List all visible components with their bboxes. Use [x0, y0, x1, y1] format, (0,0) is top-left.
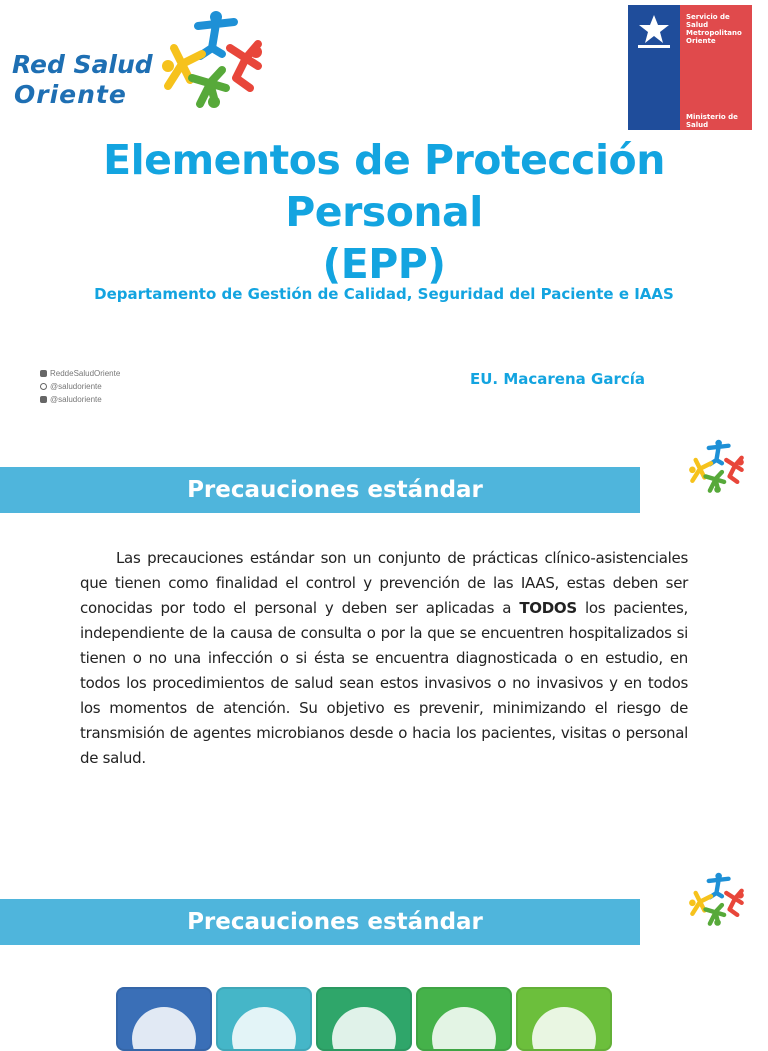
small-people-logo-icon-1: [688, 438, 746, 494]
title-line2: (EPP): [322, 240, 446, 288]
title-line1: Elementos de Protección Personal: [103, 136, 665, 236]
section-heading-2: Precauciones estándar: [187, 909, 483, 935]
red-salud-people-logo-icon: [160, 8, 266, 110]
mask-icon: [316, 987, 412, 1051]
twitter-handle: @saludoriente: [50, 395, 102, 404]
section-heading-1: Precauciones estándar: [187, 477, 483, 503]
facebook-icon: [40, 370, 47, 377]
body-text-before: Las precauciones estándar son un conjunto de prácticas clínico-asistenciales que tienen como finalidad el control y prevención de las IAAS, estas deben ser conocidas por todo el personal y deben ser aplicadas a: [80, 549, 688, 617]
waste-icon: [516, 987, 612, 1051]
hand-hygiene-icon: [116, 987, 212, 1051]
author-name: EU. Macarena García: [470, 370, 645, 388]
section-1-body: [80, 546, 688, 771]
social-links: [40, 367, 120, 406]
body-text-bold: TODOS: [519, 599, 577, 617]
facebook-row: [40, 367, 120, 380]
facebook-handle: ReddeSaludOriente: [50, 369, 121, 378]
gloves-icon: [216, 987, 312, 1051]
logo-line2: Oriente: [14, 80, 127, 109]
precaution-icon-tiles: [116, 987, 612, 1051]
page-title: [0, 134, 768, 290]
department-subtitle: Departamento de Gestión de Calidad, Seguridad del Paciente e IAAS: [94, 285, 674, 303]
logo-line1: Red Salud: [12, 50, 153, 79]
section-banner-1: [0, 467, 640, 513]
instagram-icon: [40, 383, 47, 390]
ministry-logo: [628, 5, 752, 130]
section-banner-2: [0, 899, 640, 945]
twitter-row: [40, 393, 120, 406]
instagram-row: [40, 380, 120, 393]
logo-text: [12, 50, 162, 110]
twitter-icon: [40, 396, 47, 403]
small-people-logo-icon-2: [688, 871, 746, 927]
chile-coat-of-arms-icon: [634, 11, 674, 51]
instagram-handle: @saludoriente: [50, 382, 102, 391]
body-text-after: los pacientes, independiente de la causa de consulta o por la que se encuentren hospitalizados si tienen o no una infección o si ésta se encuentra diagnosticada o en estudio, en todos los procedimientos de salud sean estos invasivos o no invasivos y en todos los momentos de atención. Su objetivo es prevenir, minimizando el riesgo de transmisión de agentes microbianos desde o hacia los pacientes, visitas o personal de salud.: [80, 599, 688, 767]
gown-icon: [416, 987, 512, 1051]
ministry-name-text: Ministerio de Salud: [686, 113, 738, 129]
ministry-service-text: Servicio de Salud Metropolitano Oriente: [686, 13, 742, 45]
